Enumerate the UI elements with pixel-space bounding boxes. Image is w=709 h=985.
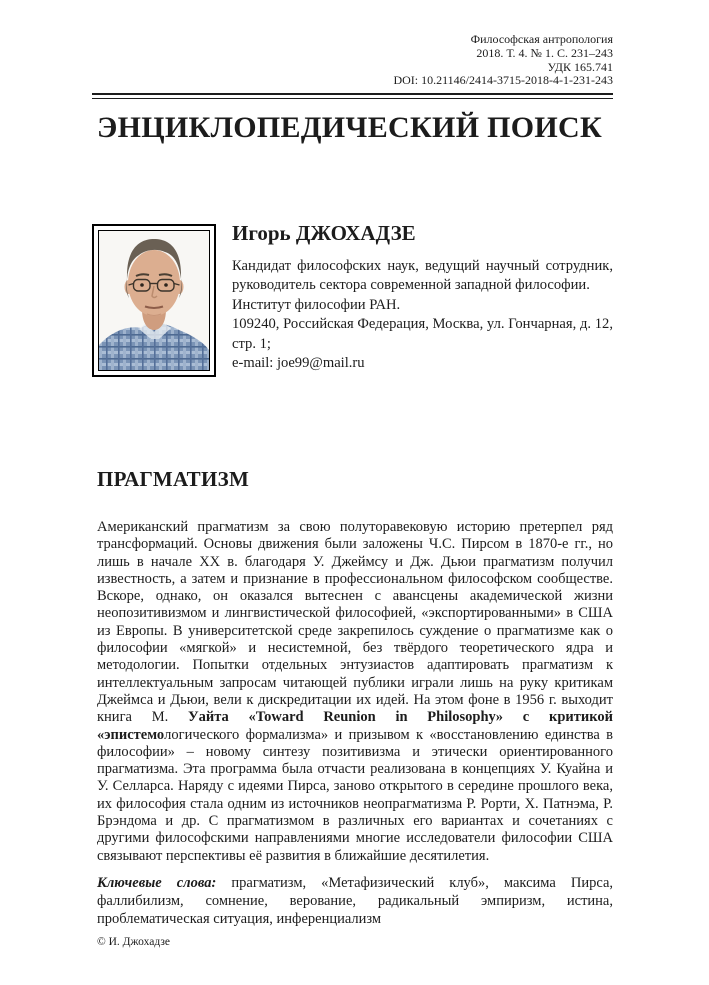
udk-code: УДК 165.741 (547, 59, 613, 74)
abstract-text-1: Американский прагматизм за свою полуторавековую историю претерпел ряд трансформаций. Основы движения были заложены Ч.С. Пирсом в 1870-е гг., но лишь в начале XX в. благодаря У. Джеймсу и Дж. Дьюи прагматизм получил известность, а затем и признание в профессиональном философском сообществе. Вскоре, однако, он оказался вытеснен с авансцены академической жизни неопозитивизмом и лингвистической философией, «экспортированными» в США из Европы. В университетской среде закрепилось суждение о прагматизме как о философии «мягкой» и несистемной, без твёрдого теоретического ядра и методологии. Попытки отдельных энтузиастов адаптировать прагматизм к интеллектуальным запросам читающей публики играли лишь на руку критикам Джеймса и Дьюи, вели к дискредитации их идей. На этом фоне в 1956 г. выходит книга М. (97, 519, 613, 726)
keywords-paragraph (97, 874, 613, 929)
author-photo (98, 230, 210, 371)
section-heading: ПРАГМАТИЗМ (97, 467, 250, 491)
author-email: e-mail: joe99@mail.ru (232, 355, 365, 372)
article-body (97, 519, 613, 948)
keywords-text: прагматизм, «Метафизический клуб», максима Пирса, фаллибилизм, сомнение, верование, радикальный эмпиризм, истина, проблематическая ситуация, инференциализм (97, 874, 614, 928)
author-affiliation: Институт философии РАН. (232, 296, 401, 313)
abstract-text-2: логического формализма» и призывом к «восстановлению единства в философии» – новому синтезу позитивизма и этически ориентированного прагматизма. Эта программа была отчасти реализована в концепциях У. Куайна и У. Селларса. Наряду с идеями Пирса, заново открытого в середине прошлого века, их философия стала одним из источников неопрагматизма Р. Рорти, Х. Патнэма, Р. Брэндома и др. С прагматизмом в различных его вариантах и сочетаниях с другими философскими направлениями многие исследователи философии США связывают перспективы её развития в ближайшие десятилетия. (97, 726, 613, 864)
author-name: Игорь ДЖОХАДЗЕ (232, 221, 416, 245)
abstract-bold-segment: Уайта «Toward Reunion in Philosophy» с критикой «эпистемо (97, 709, 613, 743)
portrait-illustration (99, 231, 209, 370)
author-photo-frame (92, 224, 216, 377)
journal-header (97, 33, 613, 88)
author-block (232, 221, 613, 373)
right-eye (164, 283, 168, 287)
author-bio: Кандидат философских наук, ведущий научный сотрудник, руководитель сектора современной западной философии. (232, 258, 613, 294)
keywords-label: Ключевые слова: (97, 874, 217, 891)
journal-issue-info: 2018. Т. 4. № 1. С. 231–243 (476, 45, 613, 60)
article-title: ЭНЦИКЛОПЕДИЧЕСКИЙ ПОИСК (97, 111, 603, 144)
copyright-note: © И. Джохадзе (97, 935, 170, 948)
header-divider-rule (92, 93, 613, 99)
left-eye (140, 283, 144, 287)
abstract-paragraph (97, 519, 613, 865)
journal-name: Философская антропология (470, 32, 613, 46)
doi-line: DOI: 10.21146/2414-3715-2018-4-1-231-243 (393, 73, 613, 88)
author-address: 109240, Российская Федерация, Москва, ул. Гончарная, д. 12, стр. 1; (232, 316, 613, 352)
